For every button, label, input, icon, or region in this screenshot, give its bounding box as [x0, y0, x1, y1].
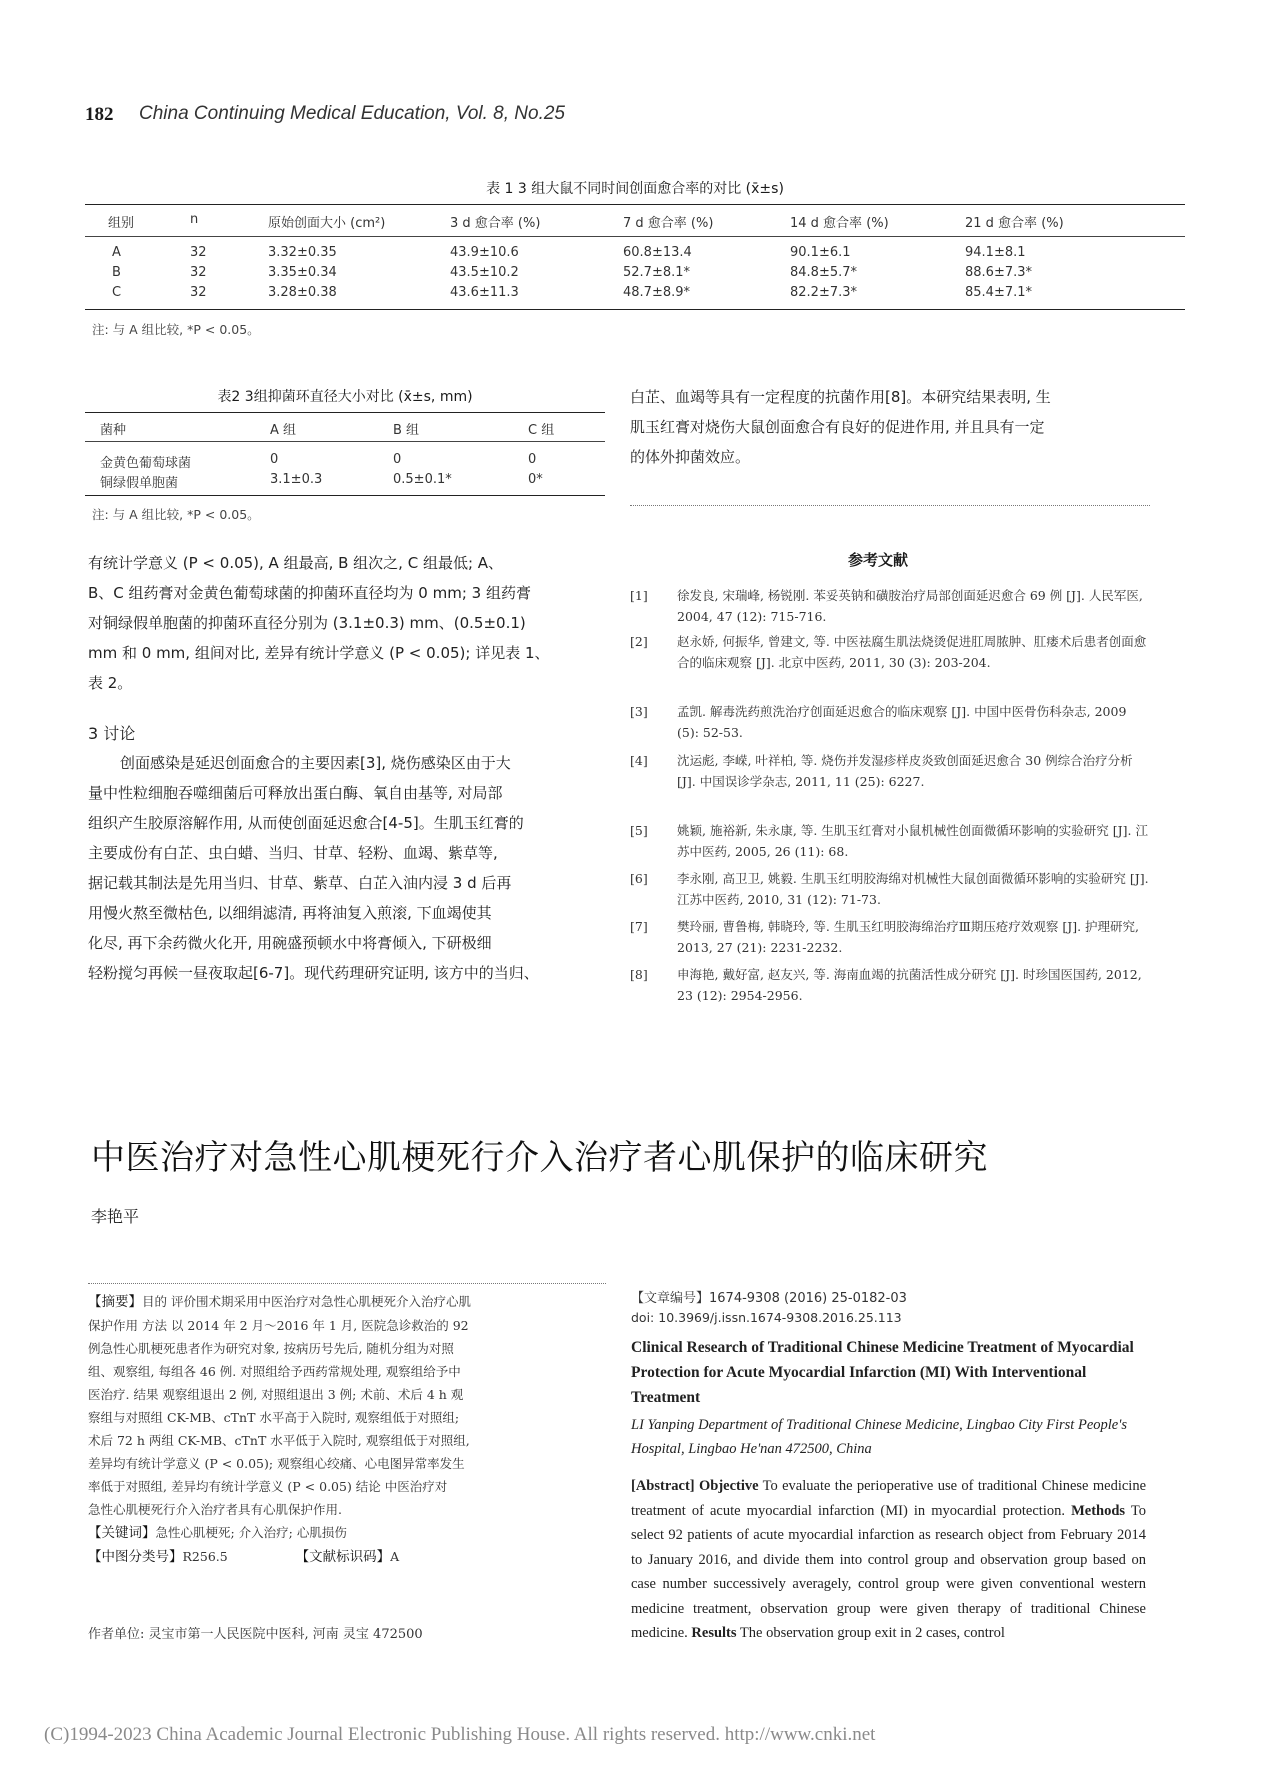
table-1-header: 原始创面大小 (cm²) [268, 216, 386, 231]
table-row-cell: 0 [528, 452, 537, 467]
text-line: 表 2。 [88, 674, 133, 692]
doi: doi: 10.3969/j.issn.1674-9308.2016.25.113 [631, 1310, 902, 1325]
page-number: 182 [85, 104, 114, 125]
text-line: 量中性粒细胞吞噬细菌后可释放出蛋白酶、氧自由基等, 对局部 [88, 784, 503, 802]
doccode-label: 【文献标识码】 [295, 1549, 391, 1565]
keywords-label: 【关键词】 [88, 1525, 156, 1541]
en-methods-label: Methods [1071, 1502, 1126, 1519]
text-line: 对铜绿假单胞菌的抑菌环直径分别为 (3.1±0.3) mm、(0.5±0.1) [88, 614, 526, 632]
article-author: 李艳平 [91, 1207, 140, 1226]
table-row-cell: 48.7±8.9* [623, 285, 691, 300]
table-row-cell: 84.8±5.7* [790, 265, 858, 280]
text-line: 用慢火熬至微枯色, 以细绢滤清, 再将油复入煎滚, 下血竭使其 [88, 904, 492, 922]
reference-text: 樊玲丽, 曹鲁梅, 韩晓玲, 等. 生肌玉红明胶海绵治疗Ⅲ期压疮疗效观察 [J]. 护理研究, 2013, 27 (21): 2231-2232. [677, 919, 1140, 955]
text-line: 组、观察组, 每组各 46 例. 对照组给予西药常规处理, 观察组给予中 [88, 1364, 461, 1379]
reference-text: 申海艳, 戴好富, 赵友兴, 等. 海南血竭的抗菌活性成分研究 [J]. 时珍国医国药, 2012, 23 (12): 2954-2956. [677, 967, 1142, 1003]
reference-item [630, 750, 1150, 792]
text-line: mm 和 0 mm, 组间对比, 差异有统计学意义 (P < 0.05); 详见表 1、 [88, 644, 550, 662]
results-paragraph [88, 548, 608, 698]
english-author: LI Yanping Department of Traditional Chinese Medicine, Lingbao City First People's Hospital, Lingbao He'nan 472500, China [631, 1417, 1127, 1457]
keywords: 急性心肌梗死; 介入治疗; 心肌损伤 [155, 1525, 347, 1540]
text-line: 的体外抑菌效应。 [630, 448, 751, 466]
article-title: 中医治疗对急性心肌梗死行介入治疗者心肌保护的临床研究 [91, 1138, 988, 1178]
reference-item [630, 964, 1150, 1006]
table-2-header: A 组 [270, 423, 297, 438]
table-row-cell: 60.8±13.4 [623, 245, 692, 260]
text-line: 创面感染是延迟创面愈合的主要因素[3], 烧伤感染区由于大 [120, 754, 511, 772]
journal-header: China Continuing Medical Education, Vol. 8, No.25 [139, 103, 565, 124]
text-line: 术后 72 h 两组 CK-MB、cTnT 水平低于入院时, 观察组低于对照组, [88, 1433, 470, 1448]
reference-item [630, 820, 1150, 862]
table-2-header: 菌种 [100, 423, 127, 438]
text-line: 轻粉搅匀再候一昼夜取起[6-7]。现代药理研究证明, 该方中的当归、 [88, 964, 539, 982]
table-row-cell: 3.28±0.38 [268, 285, 337, 300]
table-1-top-rule [85, 204, 1185, 205]
table-1-header: n [190, 212, 199, 227]
text-line: 肌玉红膏对烧伤大鼠创面愈合有良好的促进作用, 并且具有一定 [630, 418, 1045, 436]
reference-number: [3] [630, 704, 648, 719]
abstract-label: 【摘要】 [88, 1294, 142, 1310]
doccode-value: A [390, 1549, 400, 1564]
reference-number: [7] [630, 919, 648, 934]
table-row-cell: 32 [190, 245, 207, 260]
reference-number: [2] [630, 634, 648, 649]
discussion-paragraph [88, 748, 608, 988]
reference-text: 姚颖, 施裕新, 朱永康, 等. 生肌玉红膏对小鼠机械性创面微循环影响的实验研究 [J]. 江苏中医药, 2005, 26 (11): 68. [677, 823, 1148, 859]
text-line: 察组与对照组 CK-MB、cTnT 水平高于入院时, 观察组低于对照组; [88, 1410, 460, 1425]
text-line: 差异均有统计学意义 (P < 0.05); 观察组心绞痛、心电图异常率发生 [88, 1456, 465, 1471]
reference-number: [4] [630, 753, 648, 768]
table-row-cell: 88.6±7.3* [965, 265, 1033, 280]
en-abstract-objective: To evaluate the perioperative use of traditional Chinese medicine treatment of acute myocardial infarction (MI) in myocardial protection. [631, 1478, 1146, 1519]
table-row-cell: 0.5±0.1* [393, 472, 452, 487]
english-title: Clinical Research of Traditional Chinese Medicine Treatment of Myocardial Protection for Acute Myocardial Infarction (MI) With Interventional Treatment [631, 1339, 1134, 1406]
table-row-cell: 85.4±7.1* [965, 285, 1033, 300]
table-2-top-rule [85, 412, 605, 413]
table-row-cell: 43.6±11.3 [450, 285, 519, 300]
table-2-header: C 组 [528, 423, 555, 438]
reference-number: [8] [630, 967, 648, 982]
text-line: 据记载其制法是先用当归、甘草、紫草、白芷入油内浸 3 d 后再 [88, 874, 512, 892]
table-row-cell: C [112, 285, 122, 300]
reference-item [630, 868, 1150, 910]
table-2-header-rule [85, 441, 605, 442]
text-line: 医治疗. 结果 观察组退出 2 例, 对照组退出 3 例; 术前、术后 4 h 观 [88, 1387, 464, 1402]
author-affiliation: 作者单位: 灵宝市第一人民医院中医科, 河南 灵宝 472500 [88, 1627, 423, 1642]
reference-item [630, 631, 1150, 673]
table-row-cell: 82.2±7.3* [790, 285, 858, 300]
table-row-cell: 铜绿假单胞菌 [100, 476, 179, 491]
table-2-header: B 组 [393, 423, 420, 438]
table-row-cell: 43.9±10.6 [450, 245, 519, 260]
table-2-caption: 表2 3组抑菌环直径大小对比 (x̄±s, mm) [217, 389, 473, 405]
text-line: 白芷、血竭等具有一定程度的抗菌作用[8]。本研究结果表明, 生 [630, 388, 1051, 406]
section-heading: 3 讨论 [88, 724, 136, 743]
text-line: 例急性心肌梗死患者作为研究对象, 按病历号先后, 随机分组为对照 [88, 1341, 454, 1356]
reference-item [630, 916, 1150, 958]
text-line: B、C 组药膏对金黄色葡萄球菌的抑菌环直径均为 0 mm; 3 组药膏 [88, 584, 531, 602]
text-line: 主要成份有白芷、虫白蜡、当归、甘草、轻粉、血竭、紫草等, [88, 844, 498, 862]
table-row-cell: 32 [190, 285, 207, 300]
article-number [631, 1287, 907, 1306]
reference-text: 赵永娇, 何振华, 曾建文, 等. 中医祛腐生肌法烧烫促进肛周脓肿、肛瘘术后患者创面愈合的临床观察 [J]. 北京中医药, 2011, 30 (3): 203-204. [677, 634, 1147, 670]
clc-label: 【中图分类号】 [88, 1549, 183, 1565]
table-row-cell: 43.5±10.2 [450, 265, 519, 280]
reference-text: 沈运彪, 李嵘, 叶祥柏, 等. 烧伤并发湿疹样皮炎致创面延迟愈合 30 例综合治疗分析 [J]. 中国误诊学杂志, 2011, 11 (25): 6227. [677, 753, 1133, 789]
table-row-cell: 90.1±6.1 [790, 245, 851, 260]
text-line: 有统计学意义 (P < 0.05), A 组最高, B 组次之, C 组最低; A、 [88, 554, 504, 572]
table-row-cell: 3.35±0.34 [268, 265, 337, 280]
table-1-header: 21 d 愈合率 (%) [965, 216, 1064, 231]
table-2-note: 注: 与 A 组比较, *P < 0.05。 [92, 507, 260, 522]
reference-number: [1] [630, 588, 648, 603]
column-divider [630, 505, 1150, 506]
article-number-label: 【文章编号】 [631, 1291, 710, 1306]
references-title: 参考文献 [848, 551, 909, 569]
chinese-abstract [88, 1290, 606, 1569]
table-row-cell: 0 [270, 452, 279, 467]
en-results-label: Results [691, 1625, 737, 1641]
reference-text: 李永刚, 高卫卫, 姚毅. 生肌玉红明胶海绵对机械性大鼠创面微循环影响的实验研究 [J]. 江苏中医药, 2010, 31 (12): 71-73. [677, 871, 1149, 907]
en-abstract-label: [Abstract] Objective [631, 1478, 759, 1494]
table-1-bottom-rule [85, 309, 1185, 310]
table-1-header: 7 d 愈合率 (%) [623, 216, 714, 231]
english-abstract [631, 1474, 1146, 1646]
text-line: 组织产生胶原溶解作用, 从而使创面延迟愈合[4-5]。生肌玉红膏的 [88, 814, 524, 832]
reference-number: [6] [630, 871, 648, 886]
table-row-cell: 32 [190, 265, 207, 280]
reference-text: 孟凯. 解毒洗药煎洗治疗创面延迟愈合的临床观察 [J]. 中国中医骨伤科杂志, 2009 (5): 52-53. [677, 704, 1127, 740]
table-row-cell: 金黄色葡萄球菌 [100, 456, 192, 471]
table-1-header: 14 d 愈合率 (%) [790, 216, 889, 231]
text-line: 目的 评价围术期采用中医治疗对急性心肌梗死介入治疗心肌 [142, 1294, 471, 1309]
en-abstract-methods: To select 92 patients of acute myocardial infarction as research object from February 2014 to January 2016, and divide them into control group and observation group based on case number successively averagely, control group were given conventional western medicine treatment, observation group were given therapy of traditional Chinese medicine. [631, 1502, 1146, 1641]
table-row-cell: 94.1±8.1 [965, 245, 1026, 260]
text-line: 率低于对照组, 差异均有统计学意义 (P < 0.05) 结论 中医治疗对 [88, 1479, 448, 1494]
reference-text: 徐发良, 宋瑞峰, 杨锐刚. 苯妥英钠和磺胺治疗局部创面延迟愈合 69 例 [J]. 人民军医, 2004, 47 (12): 715-716. [677, 588, 1143, 624]
table-row-cell: 3.32±0.35 [268, 245, 337, 260]
clc-value: R256.5 [182, 1549, 228, 1564]
text-line: 急性心肌梗死行介入治疗者具有心肌保护作用. [88, 1502, 342, 1517]
table-row-cell: 0 [393, 452, 402, 467]
text-line: 保护作用 方法 以 2014 年 2 月～2016 年 1 月, 医院急诊救治的 92 [88, 1318, 469, 1333]
table-row-cell: A [112, 245, 121, 260]
table-1-caption: 表 1 3 组大鼠不同时间创面愈合率的对比 (x̄±s) [486, 181, 784, 197]
table-row-cell: 3.1±0.3 [270, 472, 323, 487]
table-1-header: 组别 [108, 216, 135, 231]
conclusion-paragraph [630, 382, 1150, 472]
copyright-footer: (C)1994-2023 China Academic Journal Electronic Publishing House. All rights reserved. http://www.cnki.net [44, 1724, 876, 1745]
reference-number: [5] [630, 823, 648, 838]
reference-item [630, 701, 1150, 743]
table-2-bottom-rule [85, 495, 605, 496]
table-1-header: 3 d 愈合率 (%) [450, 216, 541, 231]
en-abstract-results: The observation group exit in 2 cases, control [739, 1625, 1005, 1641]
reference-item [630, 585, 1150, 627]
text-line: 化尽, 再下余药微火化开, 用碗盛预顿水中将膏倾入, 下研极细 [88, 934, 492, 952]
table-1-note: 注: 与 A 组比较, *P < 0.05。 [92, 322, 260, 337]
abstract-divider-left [88, 1283, 606, 1284]
table-row-cell: B [112, 265, 121, 280]
table-1-header-rule [85, 236, 1185, 237]
table-row-cell: 52.7±8.1* [623, 265, 691, 280]
article-number-value: 1674-9308 (2016) 25-0182-03 [709, 1291, 907, 1306]
table-row-cell: 0* [528, 472, 543, 487]
